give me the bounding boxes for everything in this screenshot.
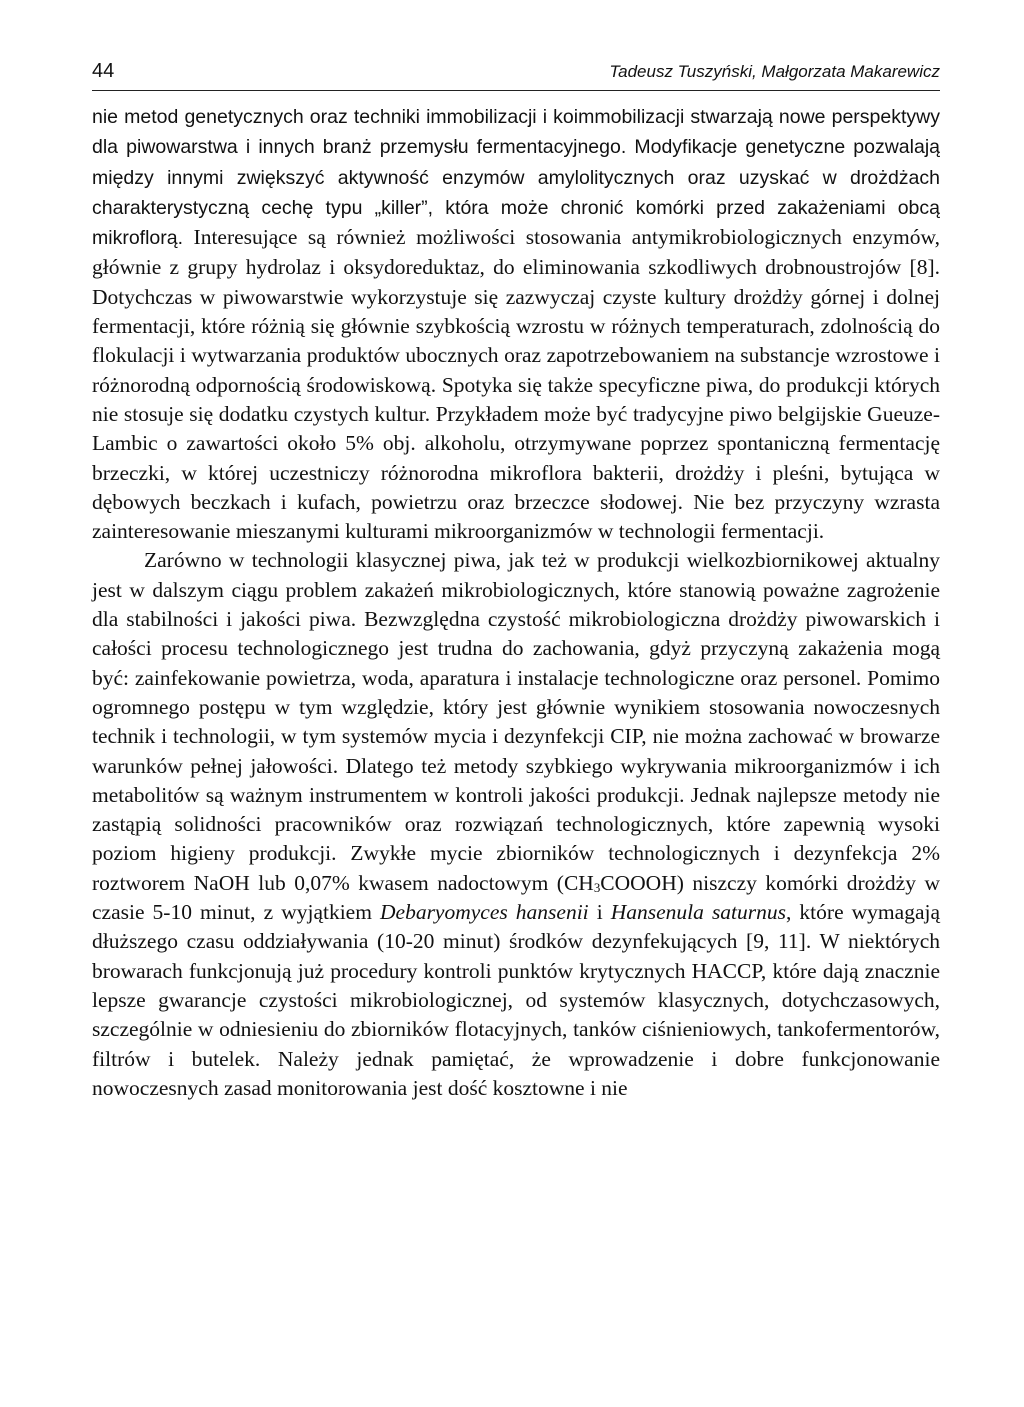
paragraph-1-sans-part: nie metod genetycznych oraz techniki immobilizacji i koimmobilizacji stwarzają nowe perspektywy dla piwowarstwa i innych branż przemysłu fermentacyjnego. Modyfikacje genetyczne pozwalają między innymi zwiększyć aktywność enzymów amylolitycznych oraz uzyskać w drożdżach charakterystyczną cechę typu „killer”, która może chronić komórki przed zakażeniami obcą mikroflorą. [92,106,940,250]
paragraph-1 [92,102,940,546]
paragraph-2-part-1: Zarówno w technologii klasycznej piwa, jak też w produkcji wielkozbiornikowej aktualny jest w dalszym ciągu problem zakażeń mikrobiologicznych, które stanowią poważne zagrożenie dla stabilności i jakości piwa. Bezwzględna czystość mikrobiologiczna drożdży piwowarskich i całości procesu technologicznego jest trudna do zachowania, gdyż przyczyną zakażenia mogą być: zainfekowanie powietrza, woda, aparatura i instalacje technologiczne oraz personel. Pomimo ogromnego postępu w tym względzie, który jest głównie wynikiem stosowania nowoczesnych technik i technologii, w tym systemów mycia i dezynfekcji CIP, nie można zachować w browarze warunków pełnej jałowości. Dlatego też metody szybkiego wykrywania mikroorganizmów i ich metabolitów są ważnym instrumentem w kontroli jakości produkcji. Jednak najlepsze metody nie zastąpią solidności pracowników oraz rozwiązań technologicznych, które zapewnią wysoki poziom higieny produkcji. Zwykłe mycie zbiorników technologicznych i dezynfekcja 2% roztworem NaOH lub 0,07% kwasem nadoctowym (CH [92,548,940,895]
running-header [92,60,940,91]
species-hansenula: Hansenula saturnus [610,900,787,925]
paragraph-2 [92,546,940,1103]
species-debaryomyces: Debaryomyces hansenii [380,900,589,925]
page-number: 44 [92,60,115,82]
paragraph-2-part-2: COOOH) niszczy komórki drożdży w czasie 5-10 minut, z wyjątkiem [92,870,941,925]
body-text [92,102,940,1103]
running-header-authors: Tadeusz Tuszyński, Małgorzata Makarewicz [609,62,940,81]
paragraph-2-part-4: , które wymagają dłuższego czasu oddziaływania (10-20 minut) środków dezynfekujących [9, 11]. W niektórych browarach funkcjonują już procedury kontroli punktów krytycznych HACCP, które dają znacznie lepsze gwarancje czystości mikrobiologicznej, od systemów klasycznych, dotychczasowych, szczególnie w odniesieniu do zbiorników flotacyjnych, tanków ciśnieniowych, tankofermentorów, filtrów i butelek. Należy jednak pamiętać, że wprowadzenie i dobre funkcjonowanie nowoczesnych zasad monitorowania jest dość kosztowne i nie [92,900,941,1100]
page [92,60,940,1103]
subscript-3: 3 [593,880,601,895]
paragraph-2-part-3: i [588,900,611,925]
paragraph-1-serif-part: Interesujące są również możliwości stosowania antymikrobiologicznych enzymów, głównie z grupy hydrolaz i oksydoreduktaz, do eliminowania szkodliwych drobnoustrojów [8]. Dotychczas w piwowarstwie wykorzystuje się zazwyczaj czyste kultury drożdży górnej i dolnej fermentacji, które różnią się głównie szybkością wzrostu w różnych temperaturach, zdolnością do flokulacji i wytwarzania produktów ubocznych oraz zapotrzebowaniem na substancje wzrostowe i różnorodną odpornością środowiskową. Spotyka się także specyficzne piwa, do produkcji których nie stosuje się dodatku czystych kultur. Przykładem może być tradycyjne piwo belgijskie Gueuze-Lambic o zawartości około 5% obj. alkoholu, otrzymywane poprzez spontaniczną fermentację brzeczki, w której uczestniczy różnorodna mikroflora bakterii, drożdży i pleśni, bytująca w dębowych beczkach i kufach, powietrzu oraz brzeczce słodowej. Nie bez przyczyny wzrasta zainteresowanie mieszanymi kulturami mikroorganizmów w technologii fermentacji. [92,225,940,544]
